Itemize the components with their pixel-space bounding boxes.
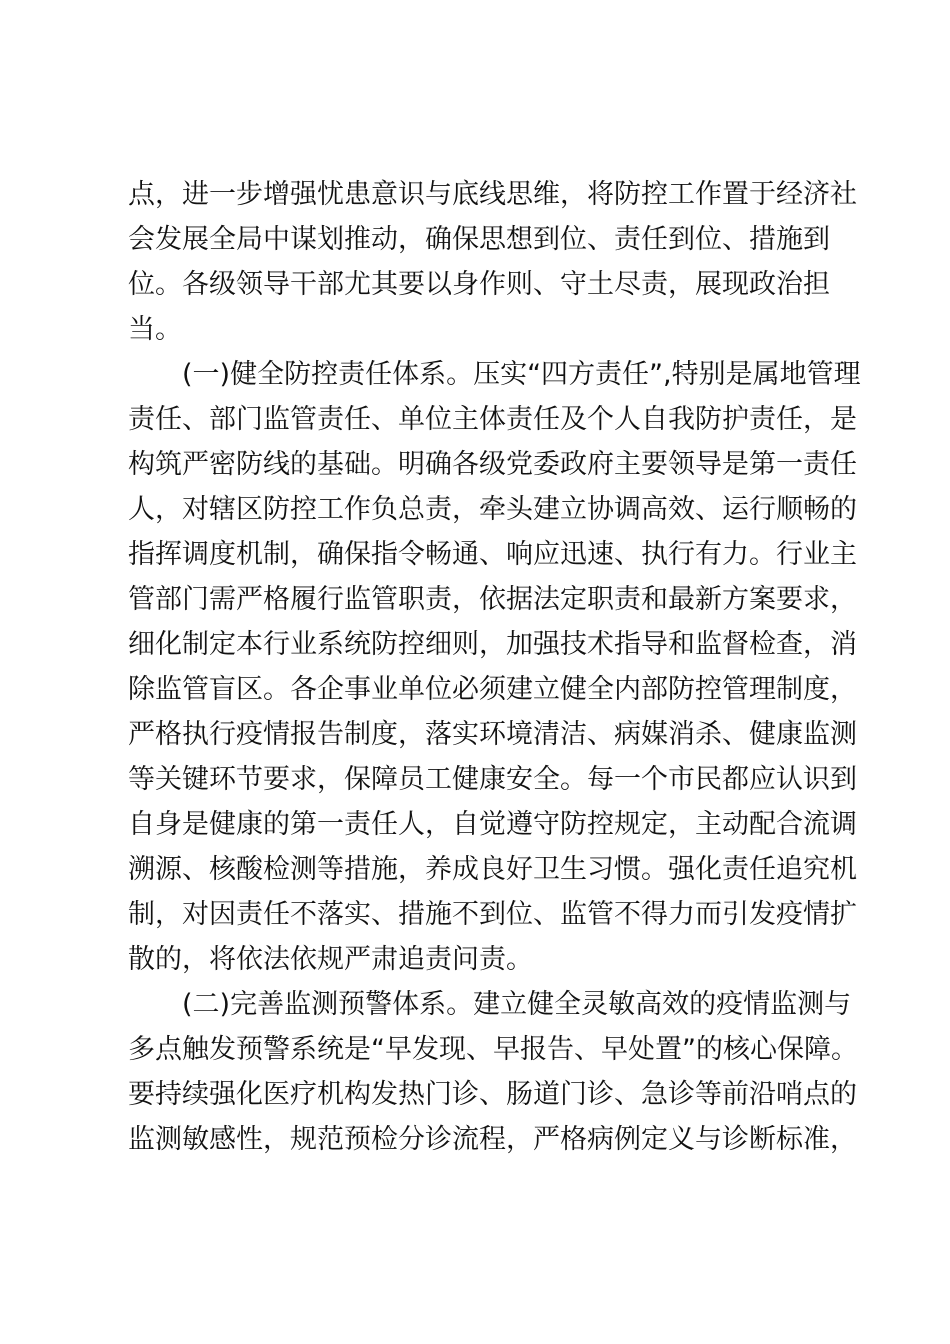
text-line: 自身是健康的第一责任人，自觉遵守防控规定，主动配合流调 (128, 809, 857, 840)
text-line: 要持续强化医疗机构发热门诊、肠道门诊、急诊等前沿哨点的 (128, 1079, 857, 1110)
text-line: (一)健全防控责任体系。压实“四方责任”,特别是属地管理 (182, 359, 861, 390)
text-line: 当。 (128, 314, 182, 345)
text-line: 细化制定本行业系统防控细则，加强技术指导和监督检查，消 (128, 629, 857, 660)
text-line: 构筑严密防线的基础。明确各级党委政府主要领导是第一责任 (128, 449, 857, 480)
text-line: 位。各级领导干部尤其要以身作则、守土尽责，展现政治担 (128, 269, 830, 300)
text-line: 人，对辖区防控工作负总责，牵头建立协调高效、运行顺畅的 (128, 494, 857, 525)
text-line: 制，对因责任不落实、措施不到位、监管不得力而引发疫情扩 (128, 899, 857, 930)
paragraph-intro-continuation (128, 172, 857, 352)
text-line: 溯源、核酸检测等措施，养成良好卫生习惯。强化责任追究机 (128, 854, 857, 885)
text-line: 监测敏感性，规范预检分诊流程，严格病例定义与诊断标准， (128, 1124, 857, 1155)
text-line: (二)完善监测预警体系。建立健全灵敏高效的疫情监测与 (182, 989, 852, 1020)
text-line: 点，进一步增强忧患意识与底线思维，将防控工作置于经济社 (128, 179, 857, 210)
text-line: 等关键环节要求，保障员工健康安全。每一个市民都应认识到 (128, 764, 857, 795)
text-line: 严格执行疫情报告制度，落实环境清洁、病媒消杀、健康监测 (128, 719, 857, 750)
text-line: 责任、部门监管责任、单位主体责任及个人自我防护责任，是 (128, 404, 857, 435)
text-line: 多点触发预警系统是“早发现、早报告、早处置”的核心保障。 (128, 1034, 858, 1065)
paragraph-monitoring-system (128, 982, 858, 1162)
text-line: 会发展全局中谋划推动，确保思想到位、责任到位、措施到 (128, 224, 830, 255)
paragraph-responsibility-system (128, 352, 861, 982)
text-line: 散的，将依法依规严肃追责问责。 (128, 944, 533, 975)
text-line: 指挥调度机制，确保指令畅通、响应迅速、执行有力。行业主 (128, 539, 857, 570)
document-body (128, 172, 861, 1162)
text-line: 管部门需严格履行监管职责，依据法定职责和最新方案要求， (128, 584, 857, 615)
text-line: 除监管盲区。各企事业单位必须建立健全内部防控管理制度， (128, 674, 857, 705)
